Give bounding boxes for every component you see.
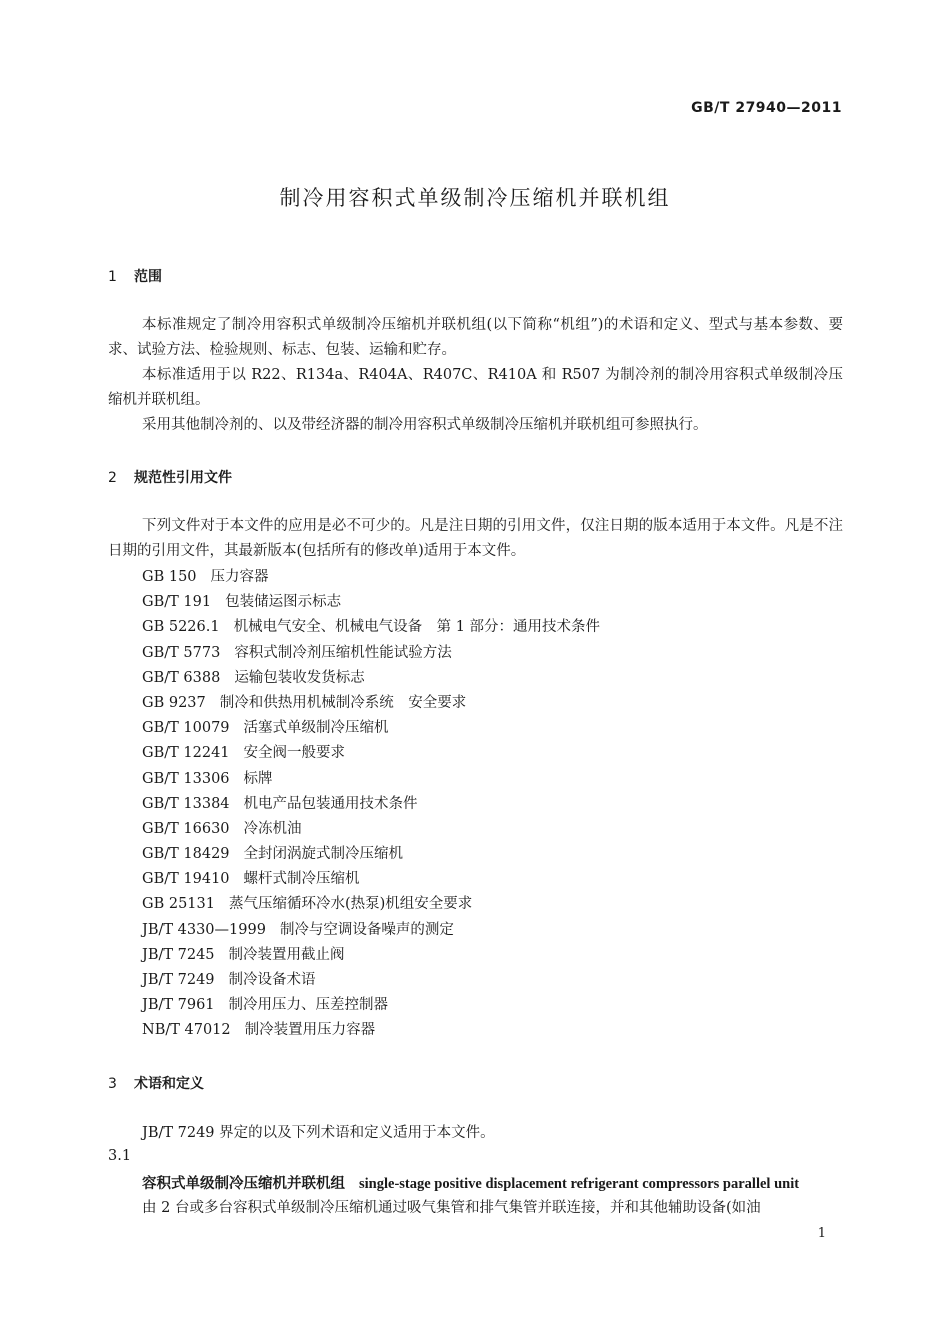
reference-title: 活塞式单级制冷压缩机 [243,720,389,737]
reference-title: 制冷和供热用机械制冷系统 安全要求 [219,694,467,711]
reference-code: GB/T 191 [142,594,212,611]
section-1-heading [108,266,162,286]
reference-title: 蒸气压缩循环冷水(热泵)机组安全要求 [228,896,473,913]
reference-item [142,590,600,615]
reference-code: GB/T 19410 [142,871,230,888]
reference-item [142,892,600,917]
reference-code: JB/T 7245 [142,946,215,963]
term-entry [142,1172,799,1193]
section-title: 规范性引用文件 [134,470,232,486]
reference-code: GB/T 12241 [142,745,230,762]
reference-code: JB/T 7961 [142,997,215,1014]
reference-title: 机械电气安全、机械电气设备 第 1 部分：通用技术条件 [233,619,601,636]
term-name-en: single-stage positive displacement refrigerant compressors parallel unit [359,1176,800,1192]
reference-title: 压力容器 [210,569,269,585]
reference-title: 螺杆式制冷压缩机 [243,871,360,888]
reference-item [142,716,600,741]
term-name-zh: 容积式单级制冷压缩机并联机组 [142,1176,345,1192]
reference-title: 容积式制冷剂压缩机性能试验方法 [234,644,452,661]
reference-item [142,968,600,993]
reference-item [142,943,600,968]
reference-item [142,741,600,766]
reference-item [142,767,600,792]
reference-code: GB/T 16630 [142,820,230,837]
term-definition: 由 2 台或多台容积式单级制冷压缩机通过吸气集管和排气集管并联连接，并和其他辅助设备(如油 [142,1200,761,1216]
reference-item [142,615,600,640]
reference-item [142,565,600,590]
reference-code: GB/T 18429 [142,846,230,863]
reference-item [142,817,600,842]
reference-title: 安全阀一般要求 [243,745,346,762]
section-1-paragraph: 采用其他制冷剂的、以及带经济器的制冷用容积式单级制冷压缩机并联机组可参照执行。 [142,417,708,433]
reference-title: 冷冻机油 [243,820,302,837]
section-1-paragraph: 本标准适用于以 R22、R134a、R404A、R407C、R410A 和 R507 为制冷剂的制冷用容积式单级制冷压缩机并联机组。 [108,367,843,408]
reference-code: GB 5226.1 [142,619,220,636]
page-number: 1 [817,1226,826,1241]
reference-item [142,792,600,817]
reference-code: GB/T 13306 [142,770,230,787]
section-title: 术语和定义 [134,1076,204,1092]
section-number: 1 [108,269,117,285]
reference-title: 制冷装置用压力容器 [244,1022,376,1039]
term-number: 3.1 [108,1148,132,1164]
reference-title: 运输包装收发货标志 [234,669,365,686]
reference-list [142,565,600,1044]
reference-code: GB 9237 [142,694,206,711]
reference-item [142,842,600,867]
section-title: 范围 [134,269,162,285]
section-1-paragraph: 本标准规定了制冷用容积式单级制冷压缩机并联机组(以下简称“机组”)的术语和定义、型式与基本参数、要求、试验方法、检验规则、标志、包装、运输和贮存。 [108,317,843,358]
reference-title: 标牌 [243,770,273,787]
reference-code: GB/T 6388 [142,669,221,686]
reference-code: GB 150 [142,569,197,585]
reference-code: GB/T 10079 [142,720,230,737]
reference-item [142,918,600,943]
reference-title: 制冷装置用截止阀 [228,946,345,963]
reference-item [142,666,600,691]
reference-title: 制冷与空调设备噪声的测定 [279,921,454,938]
reference-title: 制冷设备术语 [228,972,316,988]
reference-item [142,867,600,892]
reference-item [142,993,600,1018]
section-number: 2 [108,470,117,486]
reference-code: JB/T 4330—1999 [142,921,266,938]
section-3-intro: JB/T 7249 界定的以及下列术语和定义适用于本文件。 [142,1125,495,1141]
section-3-heading [108,1073,204,1093]
reference-code: JB/T 7249 [142,972,215,988]
section-2-intro: 下列文件对于本文件的应用是必不可少的。凡是注日期的引用文件，仅注日期的版本适用于本文件。凡是不注日期的引用文件，其最新版本(包括所有的修改单)适用于本文件。 [108,518,843,559]
reference-title: 机电产品包装通用技术条件 [243,795,418,812]
reference-code: GB/T 13384 [142,795,230,812]
reference-title: 全封闭涡旋式制冷压缩机 [243,846,404,863]
standard-code: GB/T 27940—2011 [691,100,842,116]
reference-code: GB/T 5773 [142,644,221,661]
reference-item [142,691,600,716]
reference-item [142,1018,600,1043]
section-2-heading [108,467,232,487]
reference-title: 包装储运图示标志 [225,594,342,611]
document-title: 制冷用容积式单级制冷压缩机并联机组 [279,186,671,210]
section-number: 3 [108,1076,117,1092]
reference-title: 制冷用压力、压差控制器 [228,997,389,1014]
reference-code: NB/T 47012 [142,1022,231,1039]
reference-item [142,641,600,666]
reference-code: GB 25131 [142,896,215,913]
